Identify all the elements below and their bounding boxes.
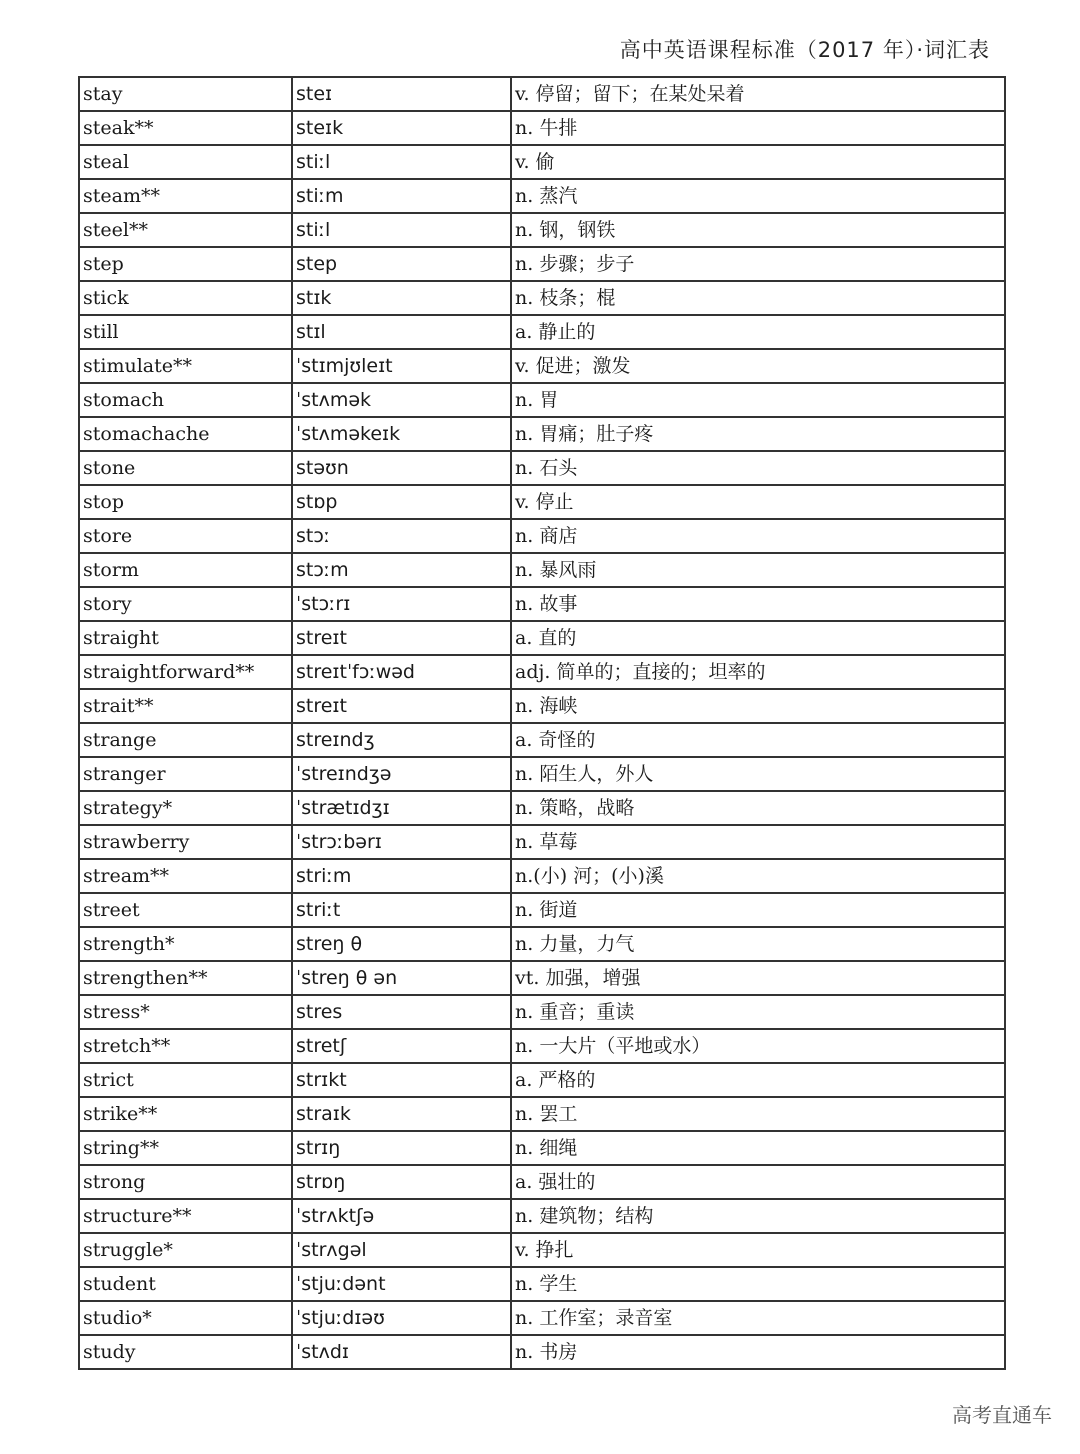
table-row [79, 485, 1005, 519]
definition-cell: v. 促进；激发 [511, 349, 1005, 383]
definition-cell: n. 暴风雨 [511, 553, 1005, 587]
table-row [79, 655, 1005, 689]
phonetic-cell: ˈstreŋ θ ən [292, 961, 511, 995]
phonetic-cell: streɪt [292, 689, 511, 723]
word-cell: strategy* [79, 791, 292, 825]
table-row [79, 281, 1005, 315]
phonetic-cell: streɪndʒ [292, 723, 511, 757]
word-cell: strength* [79, 927, 292, 961]
word-cell: store [79, 519, 292, 553]
table-row [79, 1335, 1005, 1369]
table-row [79, 247, 1005, 281]
table-row [79, 927, 1005, 961]
vocabulary-table-body [79, 77, 1005, 1369]
table-row [79, 213, 1005, 247]
phonetic-cell: stiːl [292, 145, 511, 179]
phonetic-cell: stɔːm [292, 553, 511, 587]
phonetic-cell: ˈstrʌgəl [292, 1233, 511, 1267]
table-row [79, 1301, 1005, 1335]
word-cell: straightforward** [79, 655, 292, 689]
word-cell: storm [79, 553, 292, 587]
definition-cell: n. 蒸汽 [511, 179, 1005, 213]
word-cell: story [79, 587, 292, 621]
table-row [79, 1233, 1005, 1267]
definition-cell: n. 细绳 [511, 1131, 1005, 1165]
table-row [79, 1199, 1005, 1233]
word-cell: study [79, 1335, 292, 1369]
definition-cell: a. 强壮的 [511, 1165, 1005, 1199]
phonetic-cell: ˈstrɔːbərɪ [292, 825, 511, 859]
phonetic-cell: stiːm [292, 179, 511, 213]
table-row [79, 315, 1005, 349]
phonetic-cell: striːt [292, 893, 511, 927]
word-cell: steak** [79, 111, 292, 145]
word-cell: studio* [79, 1301, 292, 1335]
phonetic-cell: ˈstrʌktʃə [292, 1199, 511, 1233]
table-row [79, 1165, 1005, 1199]
table-row [79, 893, 1005, 927]
definition-cell: n. 工作室；录音室 [511, 1301, 1005, 1335]
table-row [79, 689, 1005, 723]
table-row [79, 825, 1005, 859]
definition-cell: n. 石头 [511, 451, 1005, 485]
word-cell: steel** [79, 213, 292, 247]
definition-cell: n. 陌生人，外人 [511, 757, 1005, 791]
table-row [79, 145, 1005, 179]
word-cell: stop [79, 485, 292, 519]
table-row [79, 451, 1005, 485]
phonetic-cell: stɪl [292, 315, 511, 349]
definition-cell: n. 学生 [511, 1267, 1005, 1301]
definition-cell: n. 重音；重读 [511, 995, 1005, 1029]
table-row [79, 383, 1005, 417]
table-row [79, 757, 1005, 791]
word-cell: stomach [79, 383, 292, 417]
definition-cell: n. 枝条；棍 [511, 281, 1005, 315]
phonetic-cell: strɒŋ [292, 1165, 511, 1199]
word-cell: stream** [79, 859, 292, 893]
definition-cell: vt. 加强，增强 [511, 961, 1005, 995]
word-cell: strawberry [79, 825, 292, 859]
phonetic-cell: ˈstrætɪdʒɪ [292, 791, 511, 825]
definition-cell: a. 静止的 [511, 315, 1005, 349]
phonetic-cell: ˈstʌdɪ [292, 1335, 511, 1369]
table-row [79, 859, 1005, 893]
phonetic-cell: ˈstɪmjʊleɪt [292, 349, 511, 383]
word-cell: step [79, 247, 292, 281]
definition-cell: adj. 简单的；直接的；坦率的 [511, 655, 1005, 689]
definition-cell: n. 街道 [511, 893, 1005, 927]
definition-cell: v. 停留；留下；在某处呆着 [511, 77, 1005, 111]
definition-cell: n. 书房 [511, 1335, 1005, 1369]
phonetic-cell: stɪk [292, 281, 511, 315]
table-row [79, 587, 1005, 621]
word-cell: strange [79, 723, 292, 757]
definition-cell: a. 直的 [511, 621, 1005, 655]
definition-cell: n. 力量，力气 [511, 927, 1005, 961]
word-cell: stimulate** [79, 349, 292, 383]
word-cell: strait** [79, 689, 292, 723]
word-cell: stomachache [79, 417, 292, 451]
phonetic-cell: streɪtˈfɔːwəd [292, 655, 511, 689]
table-row [79, 621, 1005, 655]
definition-cell: n. 罢工 [511, 1097, 1005, 1131]
table-row [79, 1131, 1005, 1165]
table-row [79, 1267, 1005, 1301]
vocabulary-table [78, 76, 1006, 1370]
word-cell: still [79, 315, 292, 349]
definition-cell: a. 严格的 [511, 1063, 1005, 1097]
definition-cell: n. 故事 [511, 587, 1005, 621]
table-row [79, 1097, 1005, 1131]
definition-cell: v. 偷 [511, 145, 1005, 179]
word-cell: stay [79, 77, 292, 111]
table-row [79, 961, 1005, 995]
definition-cell: n. 商店 [511, 519, 1005, 553]
word-cell: steam** [79, 179, 292, 213]
phonetic-cell: ˈstjuːdənt [292, 1267, 511, 1301]
word-cell: student [79, 1267, 292, 1301]
word-cell: stone [79, 451, 292, 485]
page-title: 高中英语课程标准（2017 年）·词汇表 [619, 38, 990, 62]
word-cell: structure** [79, 1199, 292, 1233]
word-cell: strict [79, 1063, 292, 1097]
table-row [79, 111, 1005, 145]
table-row [79, 77, 1005, 111]
table-row [79, 553, 1005, 587]
definition-cell: n. 策略，战略 [511, 791, 1005, 825]
definition-cell: n. 胃痛；肚子疼 [511, 417, 1005, 451]
word-cell: strengthen** [79, 961, 292, 995]
phonetic-cell: stəʊn [292, 451, 511, 485]
phonetic-cell: stiːl [292, 213, 511, 247]
table-row [79, 519, 1005, 553]
word-cell: street [79, 893, 292, 927]
phonetic-cell: steɪk [292, 111, 511, 145]
phonetic-cell: ˈstɔːrɪ [292, 587, 511, 621]
table-row [79, 791, 1005, 825]
table-row [79, 995, 1005, 1029]
word-cell: struggle* [79, 1233, 292, 1267]
definition-cell: n.(小) 河；(小)溪 [511, 859, 1005, 893]
phonetic-cell: step [292, 247, 511, 281]
word-cell: strike** [79, 1097, 292, 1131]
definition-cell: a. 奇怪的 [511, 723, 1005, 757]
table-row [79, 1063, 1005, 1097]
definition-cell: v. 挣扎 [511, 1233, 1005, 1267]
phonetic-cell: striːm [292, 859, 511, 893]
word-cell: strong [79, 1165, 292, 1199]
table-row [79, 179, 1005, 213]
table-row [79, 417, 1005, 451]
phonetic-cell: streɪt [292, 621, 511, 655]
definition-cell: n. 建筑物；结构 [511, 1199, 1005, 1233]
phonetic-cell: straɪk [292, 1097, 511, 1131]
phonetic-cell: stɔː [292, 519, 511, 553]
watermark-text: 高考直通车 [952, 1403, 1052, 1427]
table-row [79, 349, 1005, 383]
definition-cell: n. 步骤；步子 [511, 247, 1005, 281]
phonetic-cell: strɪkt [292, 1063, 511, 1097]
phonetic-cell: ˈstʌmək [292, 383, 511, 417]
phonetic-cell: stretʃ [292, 1029, 511, 1063]
word-cell: stretch** [79, 1029, 292, 1063]
definition-cell: n. 牛排 [511, 111, 1005, 145]
table-row [79, 1029, 1005, 1063]
definition-cell: n. 海峡 [511, 689, 1005, 723]
phonetic-cell: steɪ [292, 77, 511, 111]
phonetic-cell: ˈstʌməkeɪk [292, 417, 511, 451]
definition-cell: n. 钢，钢铁 [511, 213, 1005, 247]
word-cell: steal [79, 145, 292, 179]
word-cell: string** [79, 1131, 292, 1165]
word-cell: stick [79, 281, 292, 315]
phonetic-cell: ˈstjuːdɪəʊ [292, 1301, 511, 1335]
phonetic-cell: stres [292, 995, 511, 1029]
word-cell: stranger [79, 757, 292, 791]
phonetic-cell: strɪŋ [292, 1131, 511, 1165]
table-row [79, 723, 1005, 757]
definition-cell: n. 胃 [511, 383, 1005, 417]
definition-cell: v. 停止 [511, 485, 1005, 519]
definition-cell: n. 草莓 [511, 825, 1005, 859]
definition-cell: n. 一大片（平地或水） [511, 1029, 1005, 1063]
phonetic-cell: ˈstreɪndʒə [292, 757, 511, 791]
word-cell: stress* [79, 995, 292, 1029]
word-cell: straight [79, 621, 292, 655]
phonetic-cell: streŋ θ [292, 927, 511, 961]
phonetic-cell: stɒp [292, 485, 511, 519]
